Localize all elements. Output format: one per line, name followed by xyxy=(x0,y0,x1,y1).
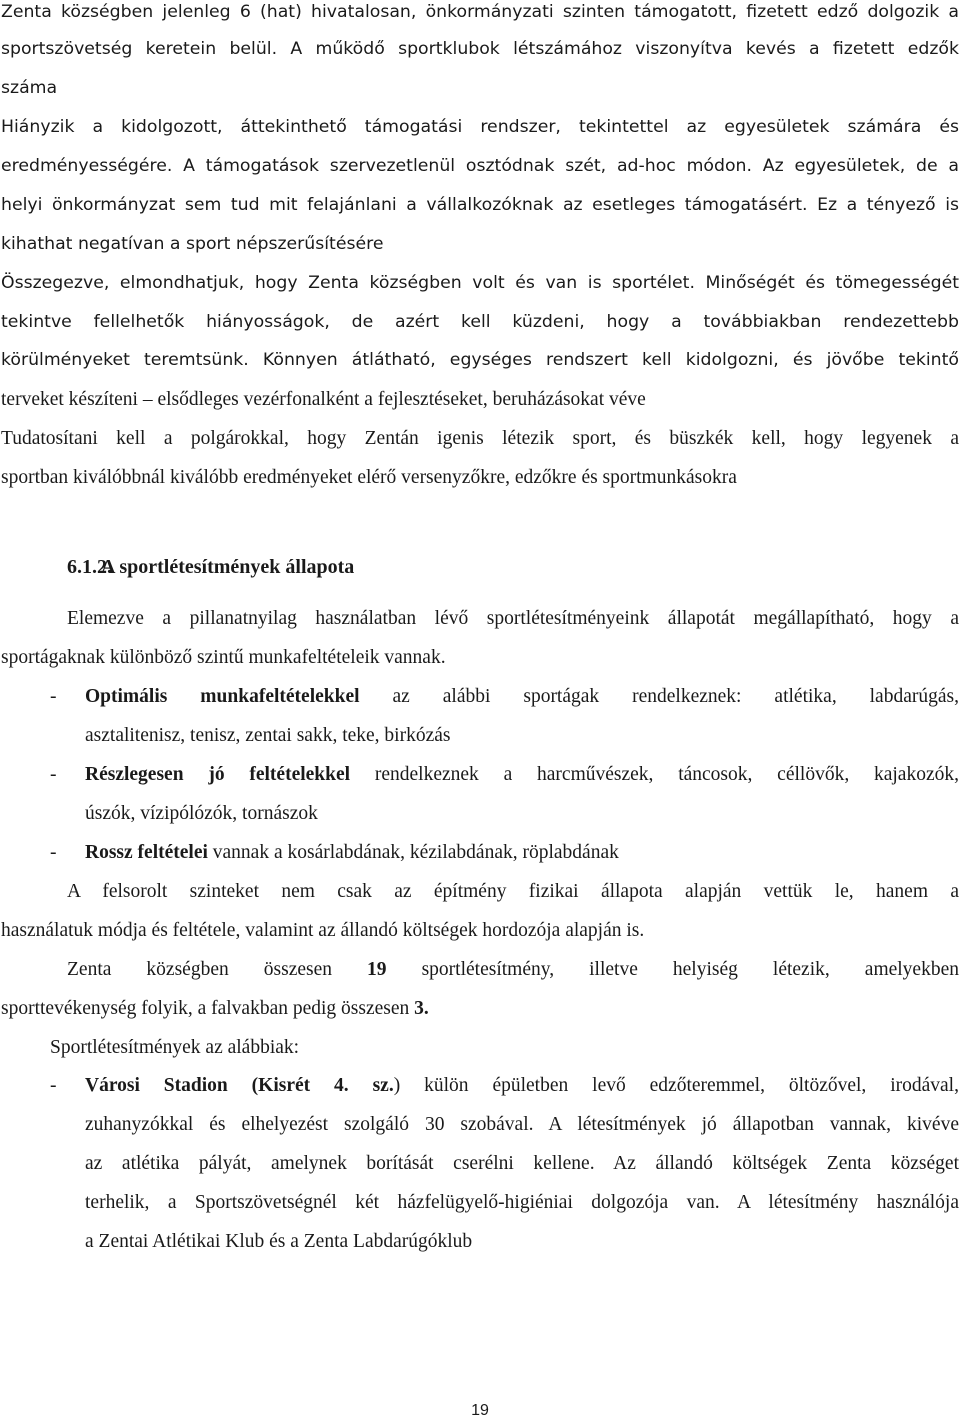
text-line: Elemezve a pillanatnyilag használatban lévő sportlétesítményeink állapotát megállapítható, hogy a xyxy=(67,608,959,629)
section-heading xyxy=(67,547,354,587)
village-count: 3. xyxy=(414,998,429,1019)
count-text: sportlétesítmény, illetve helyiség létezik, amelyekben xyxy=(386,959,959,980)
town-count: 19 xyxy=(367,959,387,980)
text-line: helyi önkormányzat sem tud mit felajánlani a vállalkozóknak az esetleges támogatásért. Ez a tényező is xyxy=(1,195,959,215)
list-item-bold: Városi Stadion (Kisrét 4. sz. xyxy=(85,1075,394,1096)
text-line: Tudatosítani kell a polgárokkal, hogy Zentán igenis létezik sport, és büszkék kell, hogy legyenek a xyxy=(1,428,959,449)
text-line: sportágaknak különböző szintű munkafeltételeik vannak. xyxy=(1,647,446,668)
list-item-bold: Optimális munkafeltételekkel xyxy=(85,686,360,707)
text-line: Sportlétesítmények az alábbiak: xyxy=(50,1037,300,1058)
list-item-text: rendelkeznek a harcművészek, táncosok, céllövők, kajakozók, xyxy=(350,764,959,785)
list-dash: - xyxy=(50,842,57,863)
text-line: száma xyxy=(1,78,58,98)
list-item-continuation: úszók, vízipólózók, tornászok xyxy=(85,803,318,824)
list-item xyxy=(85,1066,959,1105)
text-line: A felsorolt szinteket nem csak az építmény fizikai állapota alapján vettük le, hanem a xyxy=(67,881,959,902)
text-line: Hiányzik a kidolgozott, áttekinthető támogatási rendszer, tekintettel az egyesületek számára és xyxy=(1,117,959,137)
text-line: körülményeket teremtsünk. Könnyen átlátható, egységes rendszert kell kidolgozni, és jövőbe tekintő xyxy=(1,350,959,370)
list-item-text: vannak a kosárlabdának, kézilabdának, röplabdának xyxy=(207,842,619,863)
list-item-continuation: a Zentai Atlétikai Klub és a Zenta Labdarúgóklub xyxy=(85,1231,473,1252)
list-dash: - xyxy=(50,686,57,707)
text-line: Zenta községben jelenleg 6 (hat) hivatalosan, önkormányzati szinten támogatott, fizetett edző dolgozik a xyxy=(1,2,959,22)
list-dash: - xyxy=(50,1075,57,1096)
text-line: tekintve fellelhetők hiányosságok, de azért kell küzdeni, hogy a továbbiakban rendezettebb xyxy=(1,312,959,332)
list-item-continuation: asztalitenisz, tenisz, zentai sakk, teke, birkózás xyxy=(85,725,451,746)
page-number: 19 xyxy=(471,1402,489,1419)
text-line: terveket készíteni – elsődleges vezérfonalként a fejlesztéseket, beruházásokat véve xyxy=(1,389,646,410)
section-number: 6.1.2. xyxy=(67,556,112,578)
list-item-continuation: zuhanyzókkal és elhelyezést szolgáló 30 szobával. A létesítmények jó állapotban vannak, kivéve xyxy=(85,1114,959,1135)
count-text: Zenta községben összesen xyxy=(67,959,368,980)
section-title: A sportlétesítmények állapota xyxy=(101,556,355,578)
list-item xyxy=(85,755,959,794)
text-line xyxy=(1,989,959,1028)
list-item-text: ) külön épületben levő edzőteremmel, öltözővel, irodával, xyxy=(393,1075,959,1096)
list-item xyxy=(85,833,959,872)
list-dash: - xyxy=(50,764,57,785)
count-text: sporttevékenység folyik, a falvakban pedig összesen xyxy=(1,998,415,1019)
text-line xyxy=(67,950,959,989)
list-item-continuation: terhelik, a Sportszövetségnél két házfelügyelő-higiéniai dolgozója van. A létesítmény használója xyxy=(85,1192,959,1213)
text-line: használatuk módja és feltétele, valamint az állandó költségek hordozója alapján is. xyxy=(1,920,645,941)
list-item-bold: Rossz feltételei xyxy=(85,842,208,863)
text-line: Összegezve, elmondhatjuk, hogy Zenta községben volt és van is sportélet. Minőségét és tömegességét xyxy=(1,273,959,293)
list-item-text: az alábbi sportágak rendelkeznek: atlétika, labdarúgás, xyxy=(359,686,959,707)
text-line: eredményességére. A támogatások szervezetlenül osztódnak szét, ad-hoc módon. Az egyesületek, de a xyxy=(1,156,959,176)
text-line: kihathat negatívan a sport népszerűsítésére xyxy=(1,234,384,254)
list-item-bold: Részlegesen jó feltételekkel xyxy=(85,764,351,785)
list-item xyxy=(85,677,959,716)
text-line: sportszövetség keretein belül. A működő sportklubok létszámához viszonyítva kevés a fizetett edzők xyxy=(1,39,959,59)
list-item-continuation: az atlétika pályát, amelynek borítását cserélni kellene. Az állandó költségek Zenta községet xyxy=(85,1153,959,1174)
text-line: sportban kiválóbbnál kiválóbb eredményeket elérő versenyzőkre, edzőkre és sportmunkásokra xyxy=(1,467,737,488)
